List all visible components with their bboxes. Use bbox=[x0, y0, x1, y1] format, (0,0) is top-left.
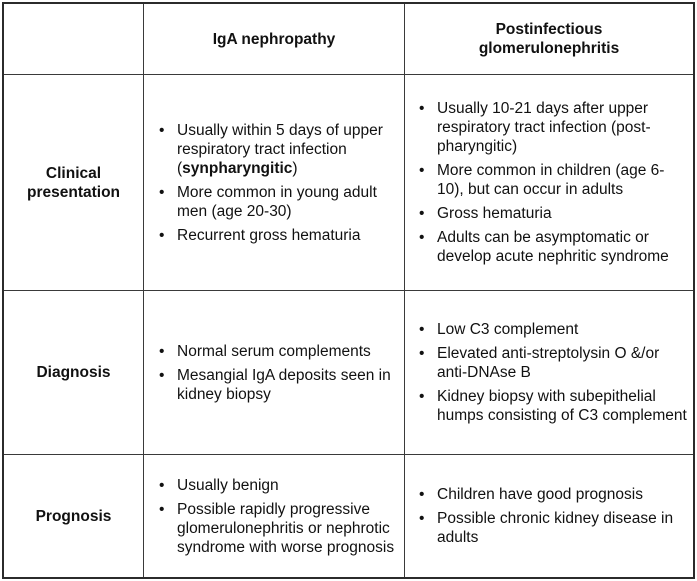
row-label-clinical-line2: presentation bbox=[26, 183, 120, 201]
row-label-diagnosis: Diagnosis bbox=[36, 364, 111, 381]
synpharyngitic-term: synpharyngitic bbox=[182, 159, 293, 177]
diagnosis-iga-list bbox=[155, 342, 398, 404]
list-item: • Possible chronic kidney disease in adults bbox=[419, 510, 674, 546]
clinical-iga-list bbox=[155, 121, 398, 245]
header-iga-nephropathy: IgA nephropathy bbox=[212, 30, 336, 48]
list-item: • Low C3 complement bbox=[419, 321, 579, 338]
list-item: • Normal serum complements bbox=[159, 342, 371, 360]
prognosis-pig-cell bbox=[415, 455, 689, 577]
list-item: • Possible rapidly progressive glomerulonephritis or nephrotic syndrome with worse prognosis bbox=[159, 500, 395, 556]
list-item: • More common in children (age 6-10), but can occur in adults bbox=[419, 162, 665, 198]
list-item: • Mesangial IgA deposits seen in kidney biopsy bbox=[159, 366, 391, 403]
clinical-pig-list bbox=[415, 99, 689, 266]
comparison-table bbox=[2, 2, 695, 579]
prognosis-pig-list bbox=[415, 485, 689, 547]
row-label-clinical-line1: Clinical bbox=[45, 164, 102, 182]
list-item: • Recurrent gross hematuria bbox=[159, 226, 361, 244]
diagnosis-iga-cell bbox=[155, 291, 398, 454]
list-item: • Children have good prognosis bbox=[419, 486, 643, 503]
list-item: • Usually within 5 days of upper respiratory tract infection (synpharyngitic) bbox=[159, 121, 383, 177]
list-item: • Adults can be asymptomatic or develop acute nephritic syndrome bbox=[419, 229, 669, 265]
header-pig-cell bbox=[405, 4, 693, 74]
row-label-clinical bbox=[4, 75, 143, 290]
header-pig-line1: Postinfectious bbox=[495, 21, 603, 38]
list-item: • Gross hematuria bbox=[419, 205, 552, 222]
header-pig-line2: glomerulonephritis bbox=[478, 40, 620, 57]
list-item: • Elevated anti-streptolysin O &/or anti-DNAse B bbox=[419, 345, 660, 381]
prognosis-iga-list bbox=[155, 476, 398, 557]
clinical-iga-cell bbox=[155, 75, 398, 290]
list-item: • More common in young adult men (age 20-30) bbox=[159, 183, 377, 220]
row-label-prognosis: Prognosis bbox=[35, 507, 112, 525]
list-item: • Usually 10-21 days after upper respiratory tract infection (post-pharyngitic) bbox=[419, 100, 651, 155]
header-iga-cell bbox=[144, 4, 404, 74]
diagnosis-pig-list bbox=[415, 320, 689, 425]
clinical-pig-cell bbox=[415, 75, 689, 290]
prognosis-iga-cell bbox=[155, 455, 398, 577]
header-empty-cell bbox=[4, 4, 143, 74]
list-item: • Kidney biopsy with subepithelial humps consisting of C3 complement bbox=[419, 388, 687, 424]
list-item: • Usually benign bbox=[159, 476, 279, 494]
diagnosis-pig-cell bbox=[415, 291, 689, 454]
